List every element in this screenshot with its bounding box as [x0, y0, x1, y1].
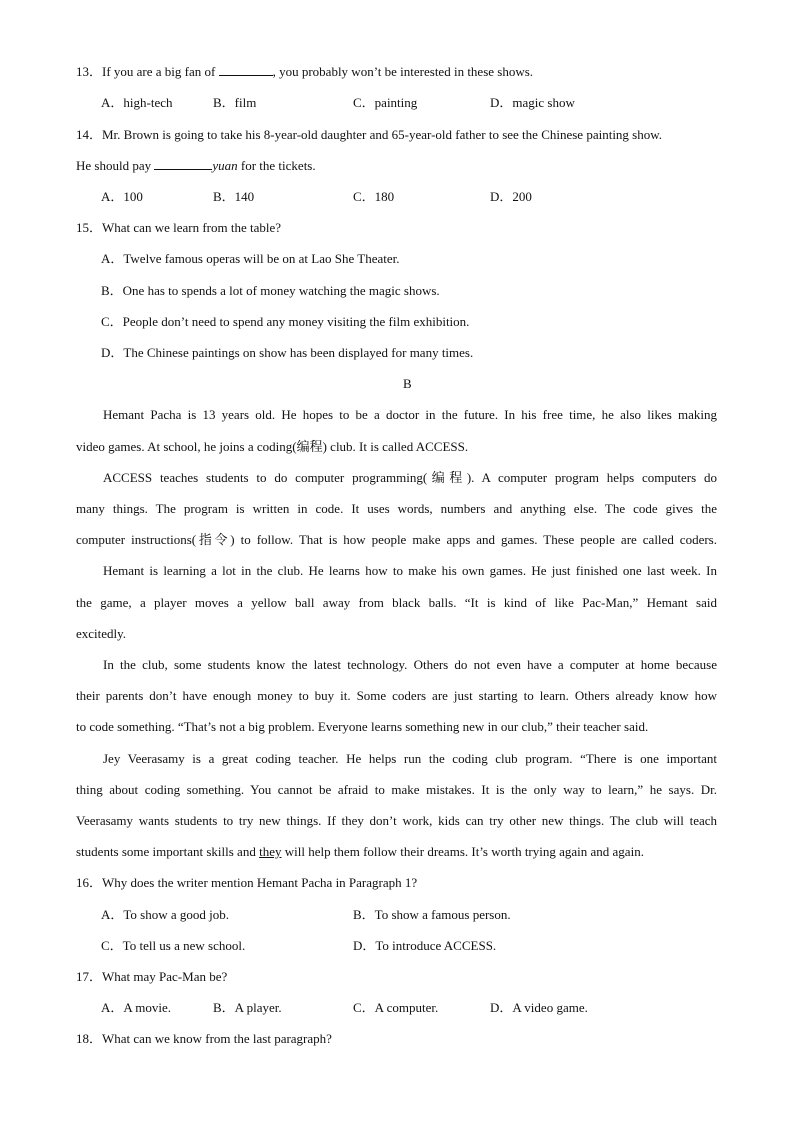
passage-p2-line1: ACCESS teaches students to do computer programming(编程). A computer program helps computers do	[103, 470, 717, 485]
passage-p5-line3: Veerasamy wants students to try new things. If they don’t work, kids can try other new things. The club will teach	[76, 813, 717, 828]
q15-stem: 15．What can we learn from the table?	[76, 220, 282, 235]
passage-p1-line2: video games. At school, he joins a coding(编程) club. It is called ACCESS.	[76, 439, 469, 454]
q14-yuan: yuan	[212, 158, 238, 173]
passage-p3-line3: excitedly.	[76, 626, 127, 641]
passage-p5-line4-before: students some important skills and	[76, 844, 260, 859]
passage-p5-line4	[76, 844, 644, 860]
q13-option-c: C．painting	[353, 95, 418, 110]
passage-p1-line1: Hemant Pacha is 13 years old. He hopes to be a doctor in the future. In his free time, he also likes making	[103, 407, 717, 422]
q18-stem: 18．What can we know from the last paragraph?	[76, 1031, 332, 1046]
passage-p2-line3: computer instructions(指令) to follow. That is how people make apps and games. These people are called coders.	[76, 532, 717, 547]
q17-option-b: B．A player.	[213, 1000, 282, 1015]
q14-option-c: C．180	[353, 189, 395, 204]
q15-option-c: C．People don’t need to spend any money visiting the film exhibition.	[101, 314, 470, 329]
q14-stem-line1: 14．Mr. Brown is going to take his 8-year-old daughter and 65-year-old father to see the Chinese painting show.	[76, 127, 663, 142]
q15-option-d: D．The Chinese paintings on show has been displayed for many times.	[101, 345, 474, 360]
underlined-word-they: they	[259, 844, 282, 859]
passage-p2-line2: many things. The program is written in code. It uses words, numbers and anything else. The code gives the	[76, 501, 717, 516]
q14-stem-line2	[76, 158, 316, 174]
passage-p3-line2: the game, a player moves a yellow ball away from black balls. “It is kind of like Pac-Man,” Hemant said	[76, 595, 717, 610]
passage-p4-line1: In the club, some students know the latest technology. Others do not even have a computer at home because	[103, 657, 717, 672]
q13-option-b: B．film	[213, 95, 257, 110]
q16-option-d: D．To introduce ACCESS.	[353, 938, 497, 953]
q15-option-a: A．Twelve famous operas will be on at Lao She Theater.	[101, 251, 400, 266]
passage-p5-line2: thing about coding something. You cannot be afraid to make mistakes. It is the only way to learn,” he says. Dr.	[76, 782, 717, 797]
q13-blank	[219, 64, 273, 76]
q17-option-c: C．A computer.	[353, 1000, 439, 1015]
section-label: B	[403, 376, 412, 391]
passage-p5-line1: Jey Veerasamy is a great coding teacher. He helps run the coding club program. “There is one important	[103, 751, 717, 766]
q13-option-d: D．magic show	[490, 95, 575, 110]
q14-option-a: A．100	[101, 189, 143, 204]
q16-option-a: A．To show a good job.	[101, 907, 230, 922]
q13-option-a: A．high-tech	[101, 95, 173, 110]
q15-option-b: B．One has to spends a lot of money watching the magic shows.	[101, 283, 440, 298]
q14-line2-after: for the tickets.	[237, 158, 316, 173]
q16-option-c: C．To tell us a new school.	[101, 938, 246, 953]
q14-option-b: B．140	[213, 189, 255, 204]
q14-option-d: D．200	[490, 189, 532, 204]
q14-blank	[154, 158, 212, 170]
passage-p4-line2: their parents don’t have enough money to buy it. Some coders are just starting to learn. Others already know how	[76, 688, 717, 703]
q17-stem: 17．What may Pac-Man be?	[76, 969, 228, 984]
passage-p5-line4-after: will help them follow their dreams. It’s worth trying again and again.	[281, 844, 644, 859]
q14-line2-before: He should pay	[76, 158, 155, 173]
q16-stem: 16．Why does the writer mention Hemant Pacha in Paragraph 1?	[76, 875, 418, 890]
q17-option-d: D．A video game.	[490, 1000, 588, 1015]
passage-p4-line3: to code something. “That’s not a big problem. Everyone learns something new in our club,” their teacher said.	[76, 719, 649, 734]
q13-stem-before: 13．If you are a big fan of	[76, 64, 219, 79]
q13-stem-after: , you probably won’t be interested in these shows.	[272, 64, 534, 79]
q17-option-a: A．A movie.	[101, 1000, 172, 1015]
q16-option-b: B．To show a famous person.	[353, 907, 511, 922]
passage-p3-line1: Hemant is learning a lot in the club. He learns how to make his own games. He just finished one last week. In	[103, 563, 717, 578]
q13-stem	[76, 64, 533, 80]
